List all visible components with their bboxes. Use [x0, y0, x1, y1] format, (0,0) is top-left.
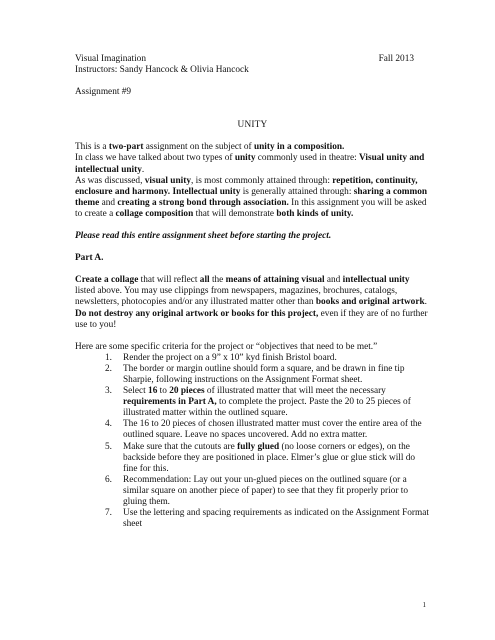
instructors: Instructors: Sandy Hancock & Olivia Hancock: [75, 65, 249, 76]
intro-paragraph: This is a two-part assignment on the subject of unity in a composition. In class we have talked about two types of unity commonly used in theatre: Visual unity and intellectual unity. As was discussed, visual unity, is most commonly attained through: repetition, continuity, enclosure and harmony. Intellectual unity is generally attained through: sharing a common theme and creating a strong bond through association. In this assignment you will be asked to create a collage composition that will demonstrate both kinds of unity.: [75, 142, 428, 219]
term: Fall 2013: [378, 54, 414, 64]
read-notice: Please read this entire assignment sheet before starting the project.: [75, 231, 332, 242]
list-item: 6. Recommendation: Lay out your un-glued pieces on the outlined square (or a similar square on another piece of paper) to see that they fit properly prior to gluing them.: [105, 474, 409, 507]
document-body: [75, 54, 430, 530]
header-row: [75, 54, 430, 65]
list-item: 7. Use the lettering and spacing requirements as indicated on the Assignment Format sheet: [105, 508, 429, 530]
criteria-list: [105, 353, 430, 531]
list-item: 4. The 16 to 20 pieces of chosen illustrated matter must cover the entire area of the outlined square. Leave no spaces uncovered. Add no extra matter.: [105, 419, 422, 441]
criteria-intro: Here are some specific criteria for the project or “objectives that need to be met.”: [75, 341, 378, 352]
course-name: Visual Imagination: [75, 54, 146, 64]
list-item: 3. Select 16 to 20 pieces of illustrated matter that will meet the necessary requirements in Part A, to complete the project. Paste the 20 to 25 pieces of illustrated matter within the outlined square.: [105, 386, 411, 419]
page-number: 1: [422, 601, 426, 609]
assignment-number: Assignment #9: [75, 87, 132, 98]
part-a-heading: Part A.: [75, 253, 104, 264]
document-title: UNITY: [237, 120, 268, 131]
list-item: 2. The border or margin outline should form a square, and be drawn in fine tip Sharpie, following instructions on the Assignment Format sheet.: [105, 363, 405, 385]
part-a-paragraph: Create a collage that will reflect all the means of attaining visual and intellectual unity listed above. You may use clippings from newspapers, magazines, brochures, catalogs, newsletters, photocopies and/or any illustrated matter other than books and original artwork. Do not destroy any original artwork or books for this project, even if they are of no further use to you!: [75, 275, 428, 330]
list-item: 5. Make sure that the cutouts are fully glued (no loose corners or edges), on the backside before they are positioned in place. Elmer’s glue or glue stick will do fine for this.: [105, 441, 416, 474]
list-item: 1. Render the project on a 9” x 10” kyd finish Bristol board.: [105, 352, 337, 363]
